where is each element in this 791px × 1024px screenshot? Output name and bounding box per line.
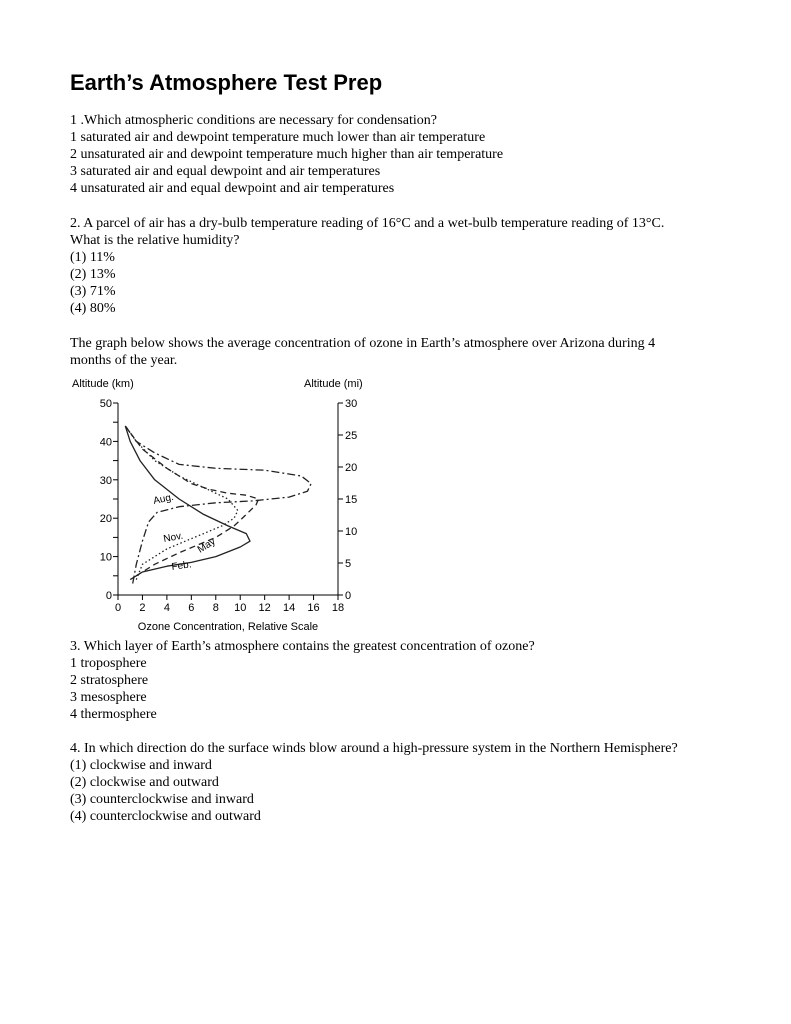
y-tick-label-left: 10 — [99, 551, 112, 564]
y-tick-label-right: 30 — [345, 398, 358, 410]
graph-intro — [70, 335, 655, 369]
question-text: 1 .Which atmospheric conditions are necessary for condensation? — [70, 113, 437, 128]
y-tick-label-right: 0 — [345, 590, 352, 602]
question-text: What is the relative humidity? — [70, 233, 240, 248]
y-tick-label-right: 10 — [345, 526, 358, 538]
answer-choice: (4) 80% — [70, 301, 116, 316]
annotation-aug: Aug. — [152, 491, 175, 507]
question-4 — [70, 740, 678, 825]
page-title: Earth’s Atmosphere Test Prep — [70, 70, 383, 95]
answer-choice: 2 unsaturated air and dewpoint temperature much higher than air temperature — [70, 147, 504, 162]
x-tick-label: 2 — [139, 602, 146, 614]
answer-choice: 4 unsaturated air and equal dewpoint and air temperatures — [70, 181, 395, 196]
answer-choice: 1 saturated air and dewpoint temperature much lower than air temperature — [70, 130, 486, 145]
intro-text: months of the year. — [70, 353, 178, 368]
y-tick-label-left: 0 — [105, 590, 112, 602]
answer-choice: 3 mesosphere — [70, 690, 147, 705]
answer-choice: (2) clockwise and outward — [70, 775, 219, 790]
ozone-chart — [68, 372, 388, 635]
y-tick-label-left: 50 — [99, 398, 112, 410]
x-tick-label: 10 — [234, 602, 247, 614]
series-line-feb — [125, 426, 250, 580]
x-tick-label: 6 — [188, 602, 195, 614]
series-line-may — [125, 426, 258, 576]
annotation-feb: Feb. — [170, 559, 193, 573]
x-tick-label: 0 — [114, 602, 122, 614]
x-tick-label: 14 — [282, 602, 296, 614]
question-3 — [70, 638, 535, 723]
question-2 — [70, 215, 664, 317]
y-tick-label-left: 30 — [99, 474, 112, 487]
x-tick-label: 16 — [307, 602, 320, 614]
answer-choice: (2) 13% — [70, 267, 116, 282]
question-text: 2. A parcel of air has a dry-bulb temperature reading of 16°C and a wet-bulb temperature reading of 13°C. — [70, 216, 665, 231]
annotation-may: May — [195, 536, 218, 556]
answer-choice: 4 thermosphere — [70, 707, 157, 722]
answer-choice: (3) 71% — [70, 284, 116, 299]
series-line-nov — [125, 426, 238, 580]
answer-choice: (4) counterclockwise and outward — [70, 809, 261, 824]
y-tick-label-right: 5 — [345, 558, 352, 570]
y-tick-label-left: 40 — [99, 436, 112, 449]
y-tick-label-right: 20 — [345, 462, 358, 474]
question-1 — [70, 112, 503, 197]
y-tick-label-right: 15 — [345, 494, 358, 506]
y-tick-label-right: 25 — [345, 430, 358, 442]
intro-text: The graph below shows the average concentration of ozone in Earth’s atmosphere over Arizona during 4 — [70, 336, 656, 351]
answer-choice: 1 troposphere — [70, 656, 147, 671]
y-tick-label-left: 20 — [99, 513, 112, 526]
y-axis-label-right: Altitude (mi) — [304, 378, 363, 390]
x-axis-label: Ozone Concentration, Relative Scale — [137, 621, 319, 633]
answer-choice: 3 saturated air and equal dewpoint and air temperatures — [70, 164, 381, 179]
question-text: 4. In which direction do the surface winds blow around a high-pressure system in the Northern Hemisphere? — [70, 741, 678, 756]
x-tick-label: 18 — [331, 602, 345, 614]
question-text: 3. Which layer of Earth’s atmosphere contains the greatest concentration of ozone? — [70, 639, 535, 654]
answer-choice: (3) counterclockwise and inward — [70, 792, 254, 807]
x-tick-label: 12 — [258, 602, 271, 614]
x-tick-label: 4 — [163, 602, 170, 614]
y-axis-label-left: Altitude (km) — [72, 378, 134, 390]
answer-choice: (1) clockwise and inward — [70, 758, 212, 773]
answer-choice: (1) 11% — [70, 250, 115, 265]
x-tick-label: 8 — [212, 602, 219, 614]
annotation-nov: Nov. — [162, 530, 185, 545]
answer-choice: 2 stratosphere — [70, 673, 149, 688]
